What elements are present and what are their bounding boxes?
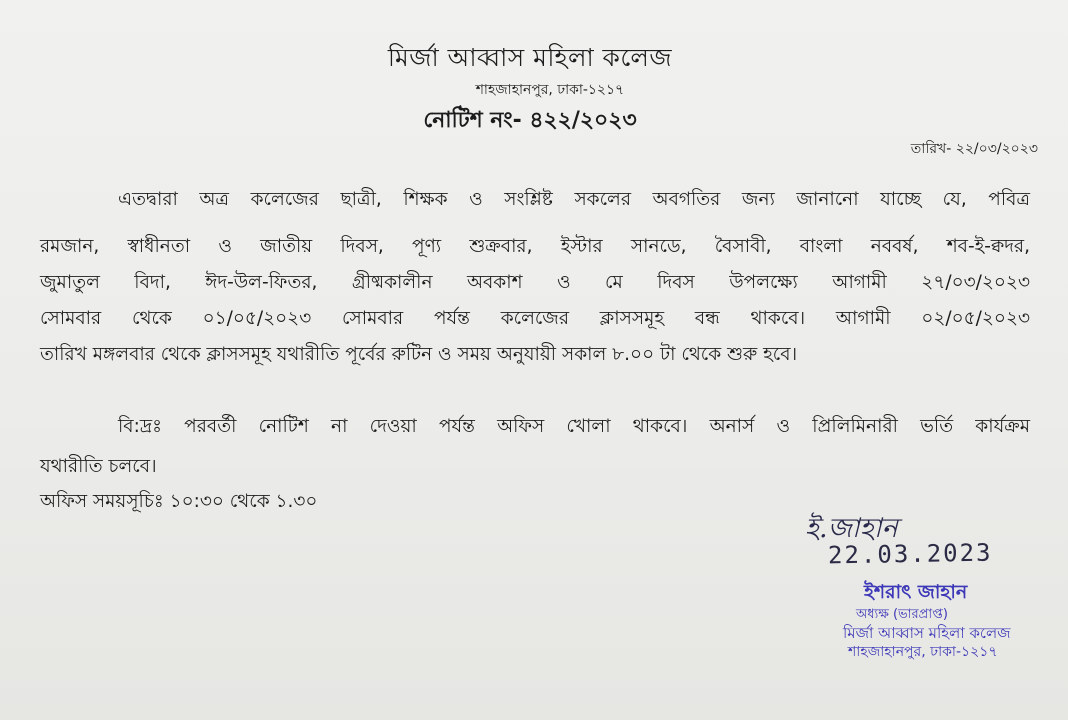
body-line-3: জুমাতুল বিদা, ঈদ-উল-ফিতর, গ্রীষ্মকালীন অবকাশ ও মে দিবস উপলক্ষ্যে আগামী ২৭/০৩/২০২৩	[40, 272, 1030, 293]
stamp-college: মির্জা আব্বাস মহিলা কলেজ	[843, 624, 1011, 642]
office-hours: অফিস সময়সূচিঃ ১০:৩০ থেকে ১.৩০	[40, 491, 318, 512]
stamp-address: শাহজাহানপুর, ঢাকা-১২১৭	[848, 644, 998, 660]
body-line-5: তারিখ মঙ্গলবার থেকে ক্লাসসমূহ যথারীতি পূর্বের রুটিন ও সময় অনুযায়ী সকাল ৮.০০ টা থেকে শুরু হবে।	[40, 344, 798, 365]
body-line-2: রমজান, স্বাধীনতা ও জাতীয় দিবস, পূণ্য শুক্রবার, ইস্টার সানডে, বৈসাবী, বাংলা নববর্ষ, শব-ই-ক্বদর,	[40, 236, 1030, 257]
note-line-1: বি:দ্রঃ পরবর্তী নোটিশ না দেওয়া পর্যন্ত অফিস খোলা থাকবে। অনার্স ও প্রিলিমিনারী ভর্তি কার্যক্রম	[118, 416, 1030, 437]
signature-scribble: ই.জাহান	[805, 513, 898, 544]
note-line-2: যথারীতি চলবে।	[40, 456, 157, 477]
body-line-4: সোমবার থেকে ০১/০৫/২০২৩ সোমবার পর্যন্ত কলেজের ক্লাসসমূহ বন্ধ থাকবে। আগামী ০২/০৫/২০২৩	[40, 308, 1030, 329]
college-address: শাহজাহানপুর, ঢাকা-১২১৭	[475, 82, 624, 98]
stamp-name: ইশরাৎ জাহান	[864, 581, 968, 603]
notice-number: নোটিশ নং- ৪২২/২০২৩	[423, 108, 637, 133]
signature-date: 22.03.2023	[827, 538, 993, 570]
body-line-1: এতদ্বারা অত্র কলেজের ছাত্রী, শিক্ষক ও সংশ্লিষ্ট সকলের অবগতির জন্য জানানো যাচ্ছে যে, পবিত্র	[118, 189, 1030, 210]
college-name: মির্জা আব্বাস মহিলা কলেজ	[387, 43, 673, 72]
notice-date: তারিখ- ২২/০৩/২০২৩	[910, 141, 1038, 157]
stamp-title: অধ্যক্ষ (ভারপ্রাপ্ত)	[856, 607, 948, 622]
